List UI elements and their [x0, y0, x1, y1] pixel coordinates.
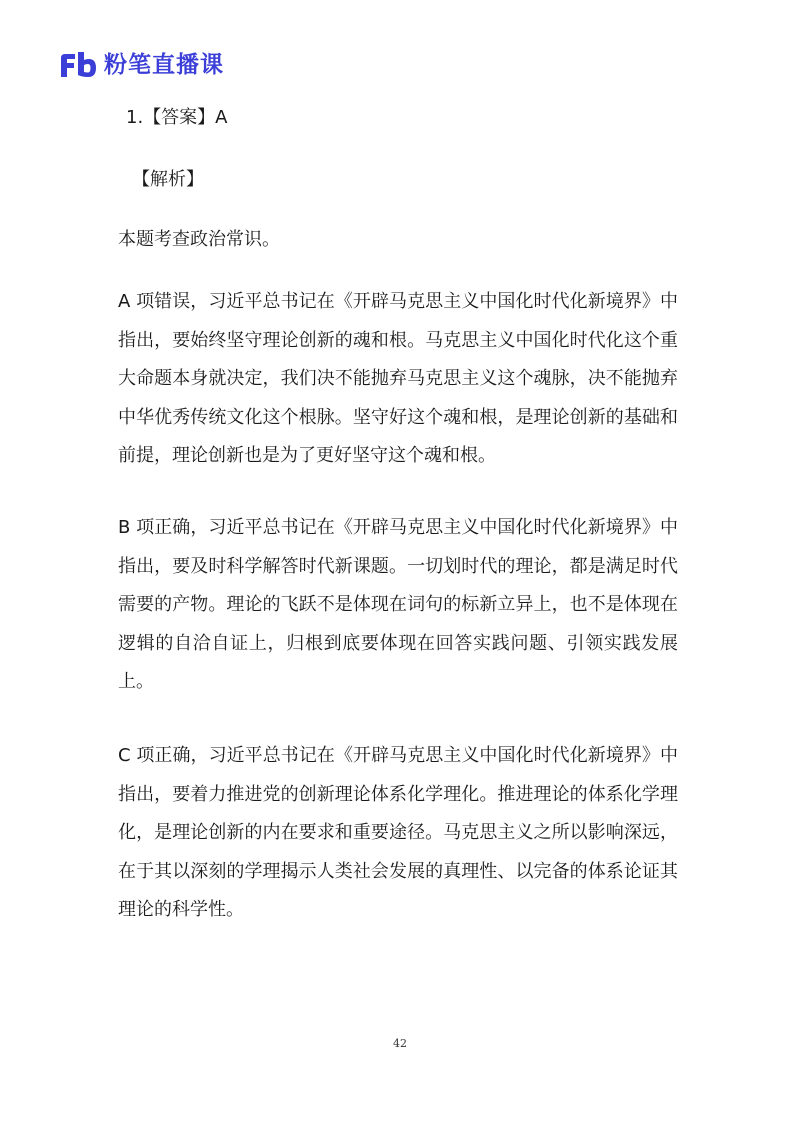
- fenbi-fb-logo-icon: [58, 50, 98, 80]
- intro-text: 本题考查政治常识。: [118, 229, 280, 250]
- option-a-analysis: A 项错误，习近平总书记在《开辟马克思主义中国化时代化新境界》中指出，要始终坚守理论创新的魂和根。马克思主义中国化时代化这个重大命题本身就决定，我们决不能抛弃马克思主义这个魂脉，决不能抛弃中华优秀传统文化这个根脉。坚守好这个魂和根，是理论创新的基础和前提，理论创新也是为了更好坚守这个魂和根。: [118, 291, 678, 466]
- answer-line: 1.【答案】A: [126, 107, 228, 128]
- logo-text: 粉笔直播课: [104, 52, 224, 78]
- option-b-analysis: B 项正确，习近平总书记在《开辟马克思主义中国化时代化新境界》中指出，要及时科学解答时代新课题。一切划时代的理论，都是满足时代需要的产物。理论的飞跃不是体现在词句的标新立异上，也不是体现在逻辑的自洽自证上，归根到底要体现在回答实践问题、引领实践发展上。: [118, 517, 678, 692]
- page-number: 42: [393, 1037, 407, 1050]
- option-c-analysis: C 项正确，习近平总书记在《开辟马克思主义中国化时代化新境界》中指出，要着力推进党的创新理论体系化学理化。推进理论的体系化学理化，是理论创新的内在要求和重要途径。马克思主义之所以影响深远，在于其以深刻的学理揭示人类社会发展的真理性、以完备的体系论证其理论的科学性。: [118, 745, 678, 920]
- brand-logo: [58, 50, 224, 80]
- analysis-heading: 【解析】: [132, 169, 204, 190]
